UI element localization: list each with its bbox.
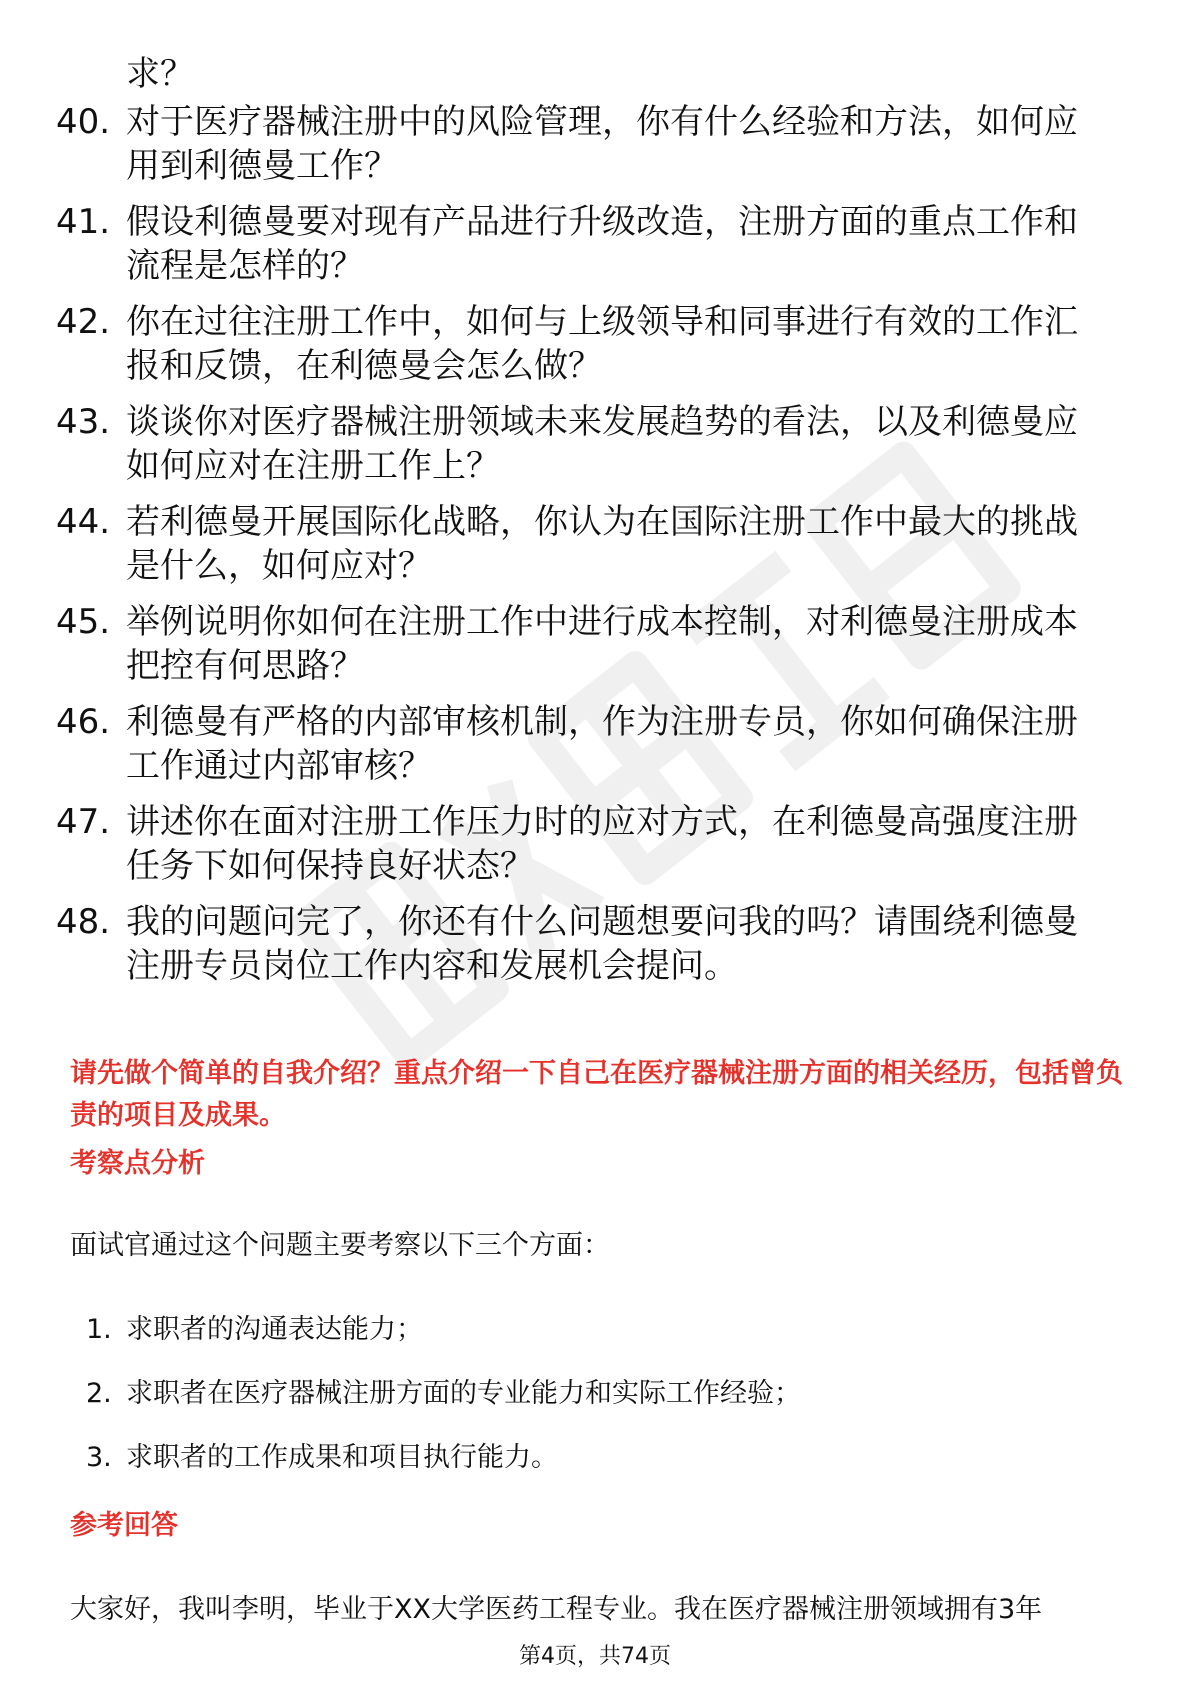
question-text: 谈谈你对医疗器械注册领域未来发展趋势的看法，以及利德曼应如何应对在注册工作上？ <box>126 402 1078 486</box>
analysis-point <box>0 1310 1190 1350</box>
question-number: 40. <box>56 102 111 142</box>
analysis-point <box>0 1438 1190 1478</box>
analysis-points <box>0 1310 1190 1478</box>
point-number: 1. <box>86 1314 112 1345</box>
question-text: 若利德曼开展国际化战略，你认为在国际注册工作中最大的挑战是什么，如何应对？ <box>126 502 1078 586</box>
point-number: 3. <box>86 1442 112 1473</box>
analysis-intro: 面试官通过这个问题主要考察以下三个方面： <box>70 1230 610 1261</box>
point-text: 求职者的沟通表达能力； <box>126 1314 423 1345</box>
answer-text: 大家好，我叫李明，毕业于XX大学医药工程专业。我在医疗器械注册领域拥有3年 <box>70 1594 1043 1625</box>
analysis-point <box>0 1374 1190 1414</box>
question-item <box>0 800 1106 888</box>
analysis-heading: 考察点分析 <box>70 1148 205 1179</box>
question-continuation: 求？ <box>126 54 194 94</box>
question-text: 你在过往注册工作中，如何与上级领导和同事进行有效的工作汇报和反馈，在利德曼会怎么做？ <box>126 302 1078 386</box>
question-item <box>0 200 1106 288</box>
point-text: 求职者的工作成果和项目执行能力。 <box>126 1442 558 1473</box>
question-list <box>0 100 1190 988</box>
question-item <box>0 900 1106 988</box>
question-text: 举例说明你如何在注册工作中进行成本控制，对利德曼注册成本把控有何思路？ <box>126 602 1078 686</box>
question-number: 42. <box>56 302 111 342</box>
question-item <box>0 100 1106 188</box>
question-number: 44. <box>56 502 111 542</box>
question-text: 我的问题问完了，你还有什么问题想要问我的吗？请围绕利德曼注册专员岗位工作内容和发展机会提问。 <box>126 902 1078 986</box>
question-item <box>0 300 1106 388</box>
question-number: 45. <box>56 602 111 642</box>
point-text: 求职者在医疗器械注册方面的专业能力和实际工作经验； <box>126 1378 801 1409</box>
question-number: 48. <box>56 902 111 942</box>
question-number: 41. <box>56 202 111 242</box>
question-item <box>0 600 1106 688</box>
question-text: 利德曼有严格的内部审核机制，作为注册专员，你如何确保注册工作通过内部审核？ <box>126 702 1078 786</box>
question-number: 46. <box>56 702 111 742</box>
question-text: 假设利德曼要对现有产品进行升级改造，注册方面的重点工作和流程是怎样的？ <box>126 202 1078 286</box>
question-number: 47. <box>56 802 111 842</box>
featured-question: 请先做个简单的自我介绍？重点介绍一下自己在医疗器械注册方面的相关经历，包括曾负责的项目及成果。 <box>70 1058 1123 1131</box>
question-text: 讲述你在面对注册工作压力时的应对方式，在利德曼高强度注册任务下如何保持良好状态？ <box>126 802 1078 886</box>
question-number: 43. <box>56 402 111 442</box>
question-item <box>0 500 1106 588</box>
question-item <box>0 400 1106 488</box>
point-number: 2. <box>86 1378 112 1409</box>
page-footer: 第4页，共74页 <box>519 1644 671 1669</box>
question-text: 对于医疗器械注册中的风险管理，你有什么经验和方法，如何应用到利德曼工作？ <box>126 102 1078 186</box>
answer-heading: 参考回答 <box>70 1510 178 1541</box>
question-item <box>0 700 1106 788</box>
